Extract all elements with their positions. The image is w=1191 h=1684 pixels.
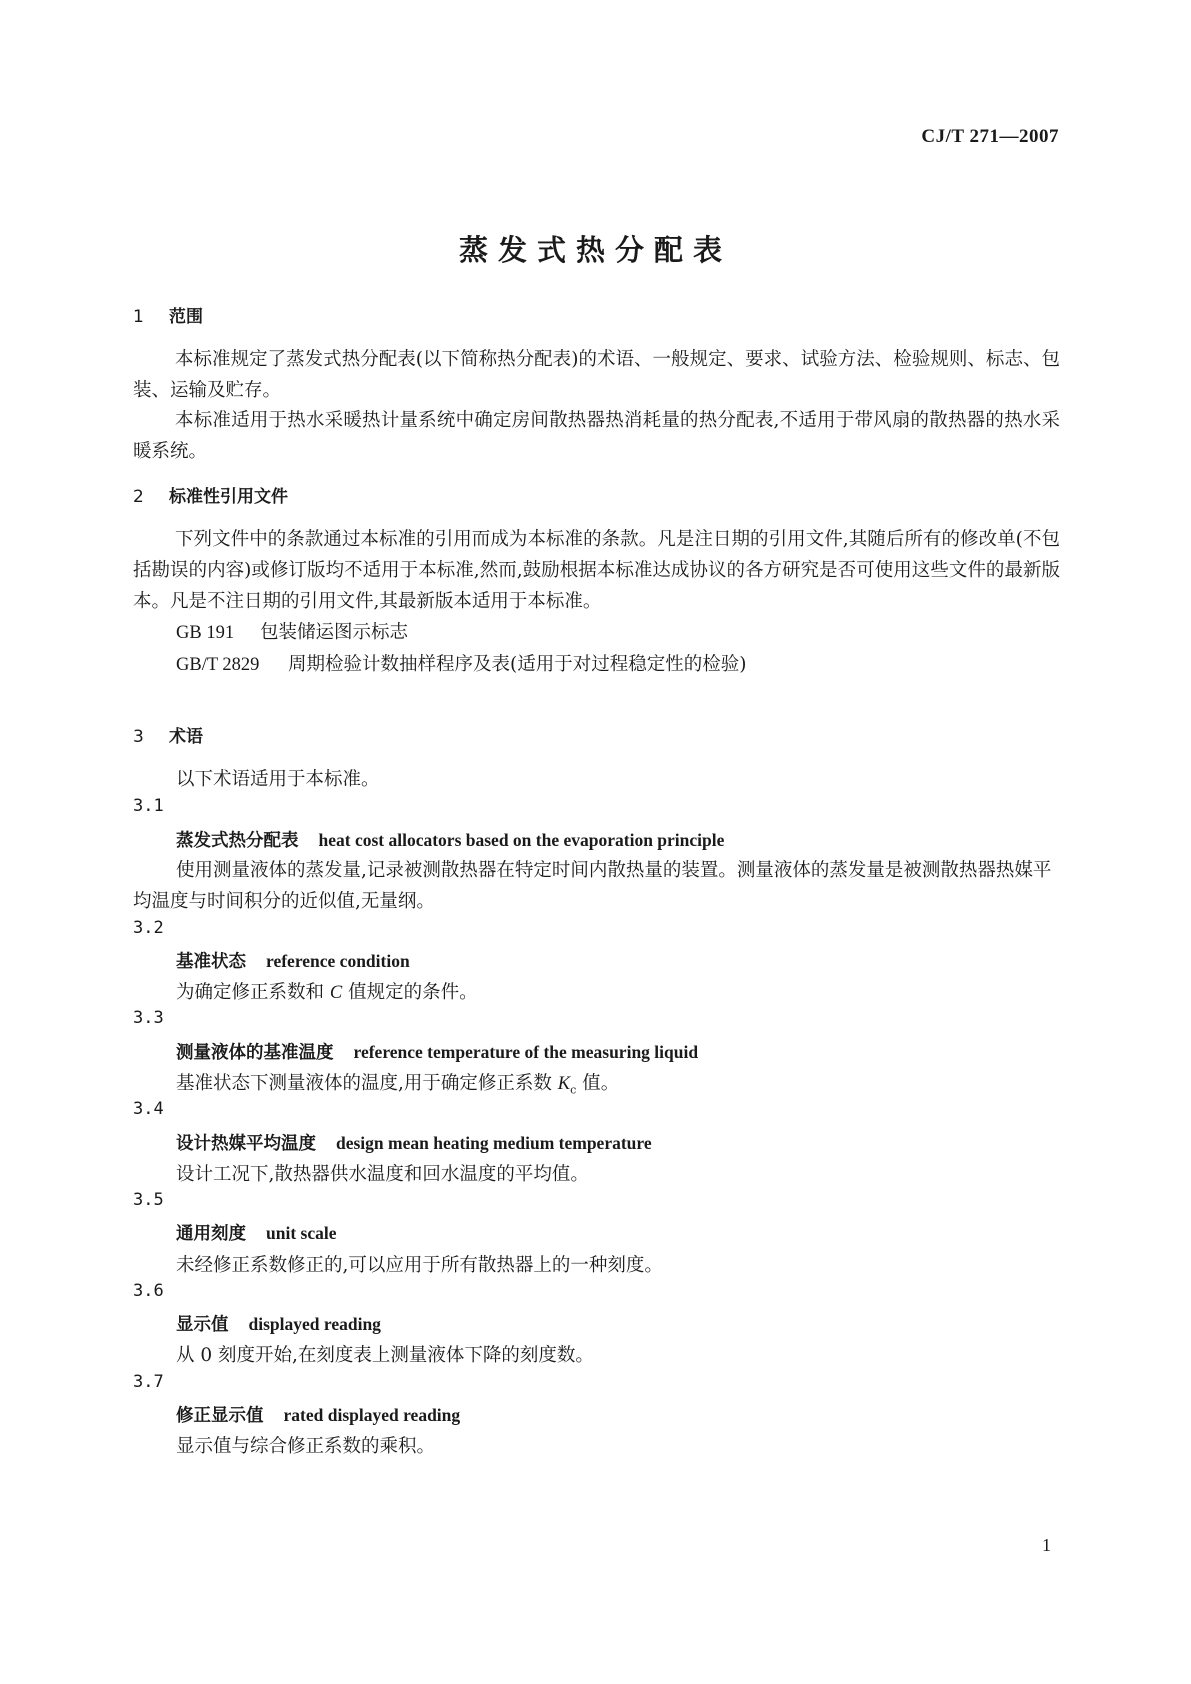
- section-1-heading: [133, 302, 203, 327]
- section-3-intro: 以下术语适用于本标准。: [176, 769, 380, 790]
- term-number: 3.1: [133, 796, 164, 816]
- reference-code: GB/T 2829: [176, 655, 260, 675]
- term-definition: [133, 855, 1060, 917]
- term-heading: [176, 1311, 381, 1336]
- term-english: design mean heating medium temperature: [336, 1133, 652, 1153]
- section-title: 标准性引用文件: [169, 487, 288, 507]
- term-definition: [176, 978, 478, 1004]
- term-number: 3.3: [133, 1008, 164, 1028]
- paragraph-text: 下列文件中的条款通过本标准的引用而成为本标准的条款。凡是注日期的引用文件,其随后所有的修改单(不包括勘误的内容)或修订版均不适用于本标准,然而,鼓励根据本标准达成协议的各方研究是否可使用这些文件的最新版本。凡是不注日期的引用文件,其最新版本适用于本标准。: [133, 529, 1060, 612]
- term-number: 3.6: [133, 1281, 164, 1301]
- term-chinese: 修正显示值: [176, 1406, 264, 1426]
- normative-reference: [176, 650, 746, 676]
- term-chinese: 基准状态: [176, 952, 246, 972]
- standard-code: CJ/T 271—2007: [921, 126, 1059, 147]
- normative-reference: [176, 618, 408, 644]
- section-number: 1: [133, 307, 144, 327]
- term-english: displayed reading: [248, 1314, 381, 1334]
- section-3-heading: [133, 722, 203, 747]
- term-definition: 未经修正系数修正的,可以应用于所有散热器上的一种刻度。: [176, 1255, 663, 1276]
- definition-text: 值。: [582, 1073, 620, 1094]
- paragraph-text: 本标准适用于热水采暖热计量系统中确定房间散热器热消耗量的热分配表,不适用于带风扇的散热器的热水采暖系统。: [133, 410, 1060, 462]
- reference-title: 周期检验计数抽样程序及表(适用于对过程稳定性的检验): [288, 654, 747, 675]
- section-1-paragraph-1: [133, 344, 1060, 406]
- term-number: 3.5: [133, 1190, 164, 1210]
- section-1-paragraph-2: [133, 405, 1060, 467]
- term-english: heat cost allocators based on the evaporation principle: [318, 830, 725, 850]
- section-title: 范围: [169, 307, 203, 327]
- definition-text: 基准状态下测量液体的温度,用于确定修正系数: [176, 1073, 552, 1094]
- term-english: reference temperature of the measuring liquid: [353, 1042, 699, 1062]
- section-number: 3: [133, 727, 144, 747]
- term-chinese: 显示值: [176, 1315, 229, 1335]
- term-heading: [176, 1039, 698, 1064]
- term-heading: [176, 1402, 460, 1427]
- definition-text: 使用测量液体的蒸发量,记录被测散热器在特定时间内散热量的装置。测量液体的蒸发量是被测散热器热媒平均温度与时间积分的近似值,无量纲。: [133, 860, 1052, 912]
- term-number: 3.2: [133, 918, 164, 938]
- term-number: 3.4: [133, 1099, 164, 1119]
- term-chinese: 通用刻度: [176, 1224, 246, 1244]
- reference-code: GB 191: [176, 623, 235, 643]
- document-title: 蒸发式热分配表: [458, 233, 732, 267]
- term-number: 3.7: [133, 1372, 164, 1392]
- variable-k: K: [557, 1074, 571, 1094]
- term-heading: [176, 1220, 337, 1245]
- variable-c: C: [329, 983, 343, 1003]
- definition-text: 为确定修正系数和: [176, 982, 325, 1003]
- term-heading: [176, 1130, 652, 1155]
- section-2-heading: [133, 482, 288, 507]
- section-title: 术语: [169, 727, 203, 747]
- term-definition: 设计工况下,散热器供水温度和回水温度的平均值。: [176, 1164, 589, 1185]
- reference-title: 包装储运图示标志: [260, 622, 409, 643]
- definition-text: 值规定的条件。: [348, 982, 478, 1003]
- term-definition: 从 0 刻度开始,在刻度表上测量液体下降的刻度数。: [176, 1345, 594, 1366]
- paragraph-text: 本标准规定了蒸发式热分配表(以下简称热分配表)的术语、一般规定、要求、试验方法、检验规则、标志、包装、运输及贮存。: [133, 349, 1060, 401]
- term-heading: [176, 827, 724, 852]
- page-number: 1: [1042, 1535, 1051, 1555]
- term-english: reference condition: [266, 951, 410, 971]
- term-chinese: 设计热媒平均温度: [176, 1134, 316, 1154]
- section-number: 2: [133, 487, 144, 507]
- term-english: unit scale: [266, 1223, 337, 1243]
- term-chinese: 测量液体的基准温度: [176, 1043, 334, 1063]
- term-definition: [176, 1069, 619, 1097]
- term-english: rated displayed reading: [283, 1405, 461, 1425]
- section-2-paragraph-1: [133, 524, 1060, 617]
- term-chinese: 蒸发式热分配表: [176, 831, 299, 851]
- variable-subscript: c: [570, 1083, 577, 1097]
- term-definition: 显示值与综合修正系数的乘积。: [176, 1436, 436, 1457]
- term-heading: [176, 948, 410, 973]
